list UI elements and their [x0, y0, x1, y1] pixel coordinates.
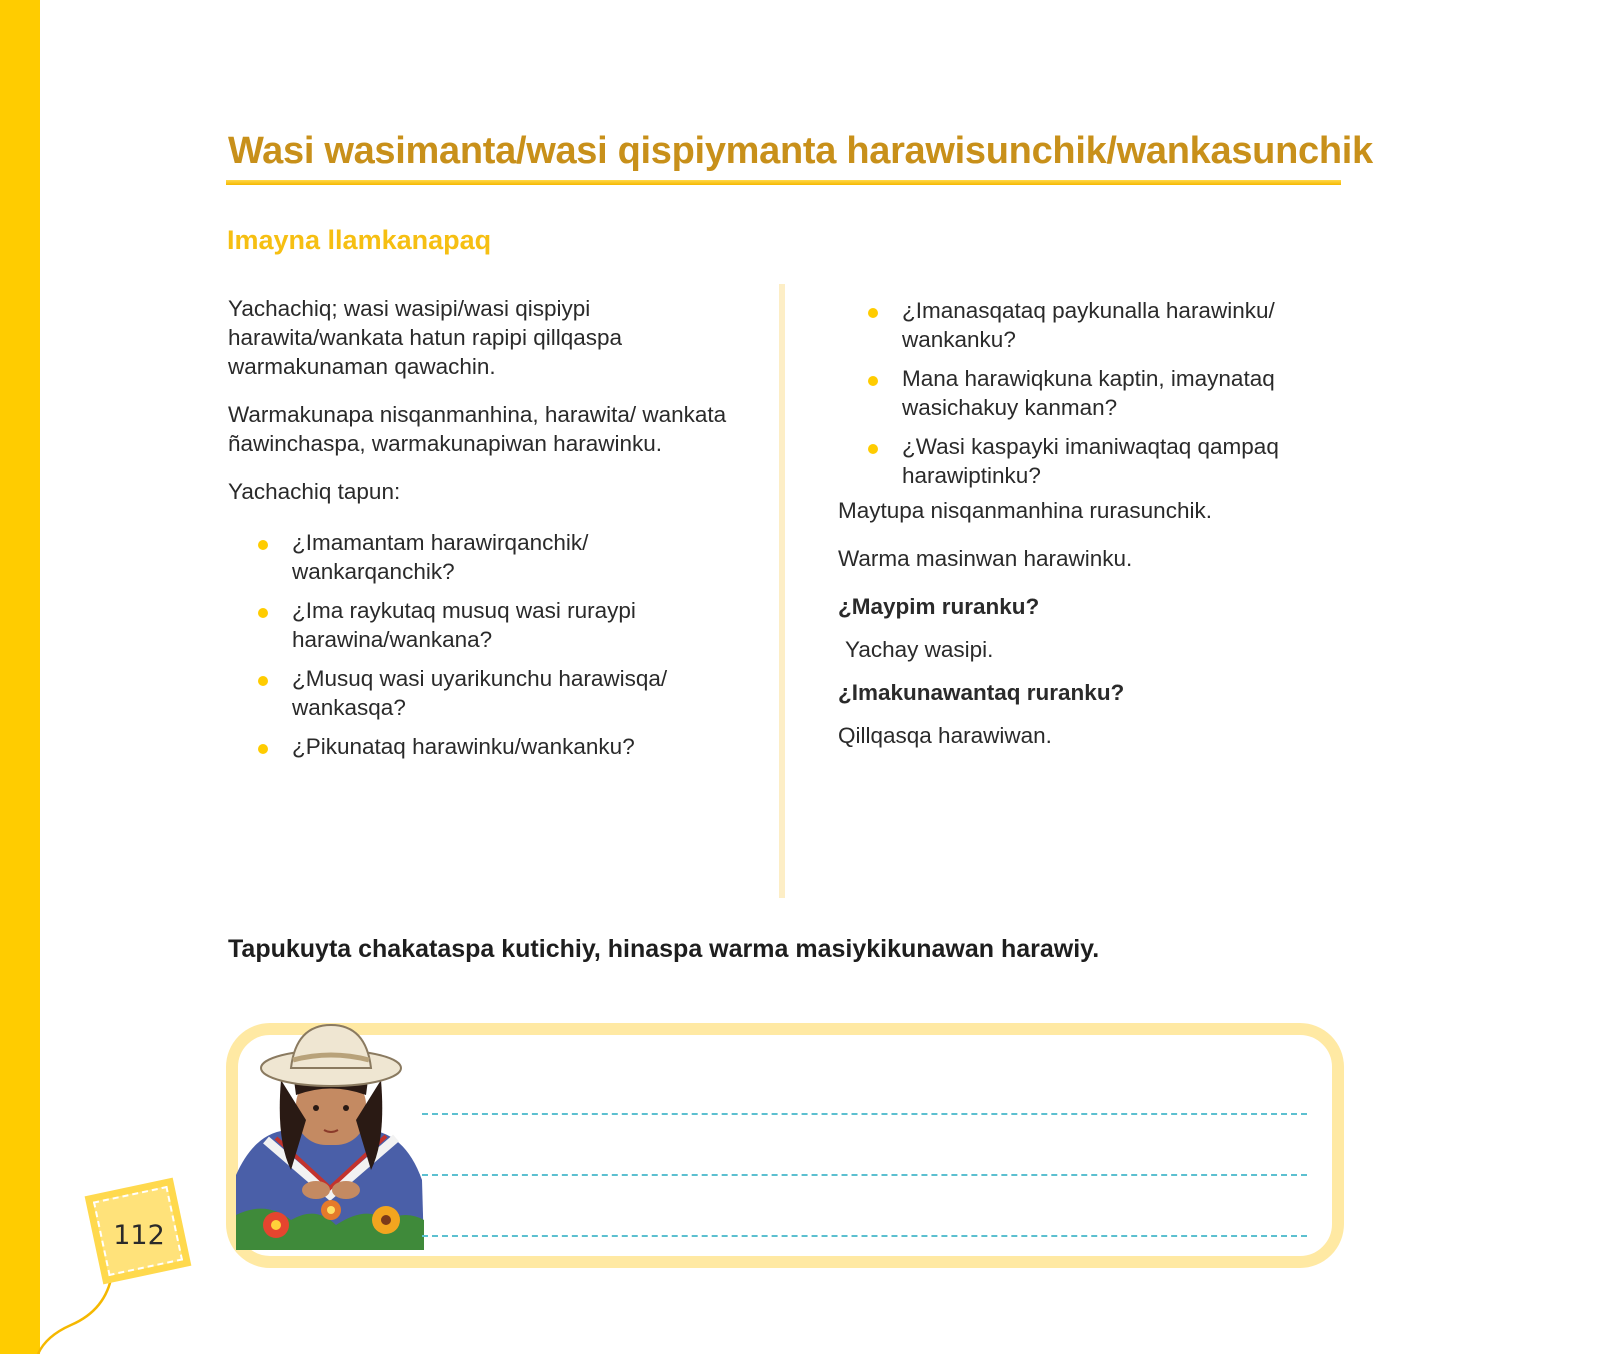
list-item: ¿Wasi kaspayki imaniwaqtaq qampaq harawiptinku?: [838, 432, 1358, 490]
title-underline: [226, 180, 1341, 185]
bullet-icon: [258, 608, 268, 618]
list-item: ¿Imamantam harawirqanchik/ wankarqanchik?: [228, 528, 738, 586]
writing-line[interactable]: [422, 1113, 1307, 1115]
page-number: 112: [113, 1220, 165, 1251]
column-divider: [779, 284, 785, 898]
bullet-icon: [868, 308, 878, 318]
list-item: Mana harawiqkuna kaptin, imaynataq wasichakuy kanman?: [838, 364, 1358, 422]
intro-paragraph: Yachachiq; wasi wasipi/wasi qispiypi harawita/wankata hatun rapipi qillqaspa warmakunaman qawachin.: [228, 296, 623, 379]
teacher-asks-label: Yachachiq tapun:: [228, 479, 401, 504]
bullet-icon: [258, 744, 268, 754]
activity-instruction: Tapukuyta chakataspa kutichiy, hinaspa warma masiykikunawan harawiy.: [228, 935, 1100, 963]
question-list-right: [838, 296, 1358, 490]
section-subheading: Imayna llamkanapaq: [227, 225, 492, 255]
bullet-icon: [258, 540, 268, 550]
bullet-icon: [868, 376, 878, 386]
bullet-icon: [868, 444, 878, 454]
list-item: ¿Musuq wasi uyarikunchu harawisqa/ wankasqa?: [228, 664, 738, 722]
writing-line[interactable]: [422, 1235, 1307, 1237]
answer-text: Qillqasqa harawiwan.: [838, 723, 1052, 748]
instruction-line: Warma masinwan harawinku.: [838, 546, 1133, 571]
procedure-paragraph: Warmakunapa nisqanmanhina, harawita/ wankata ñawinchaspa, warmakunapiwan harawinku.: [228, 402, 727, 456]
girl-illustration: [236, 1020, 424, 1250]
answer-text: Yachay wasipi.: [845, 637, 994, 662]
writing-line[interactable]: [422, 1174, 1307, 1176]
right-column: [838, 296, 1358, 769]
list-item: ¿Pikunataq harawinku/wankanku?: [228, 732, 738, 761]
bullet-icon: [258, 676, 268, 686]
question-list-left: [228, 528, 738, 761]
left-margin-stripe: [0, 0, 40, 1354]
page-title: Wasi wasimanta/wasi qispiymanta harawisunchik/wankasunchik: [228, 130, 1373, 172]
question-heading: ¿Imakunawantaq ruranku?: [838, 680, 1125, 705]
instruction-line: Maytupa nisqanmanhina rurasunchik.: [838, 498, 1212, 523]
question-heading: ¿Maypim ruranku?: [838, 594, 1040, 619]
list-item: ¿Ima raykutaq musuq wasi ruraypi harawina/wankana?: [228, 596, 738, 654]
left-column: [228, 294, 738, 771]
list-item: ¿Imanasqataq paykunalla harawinku/ wankanku?: [838, 296, 1358, 354]
